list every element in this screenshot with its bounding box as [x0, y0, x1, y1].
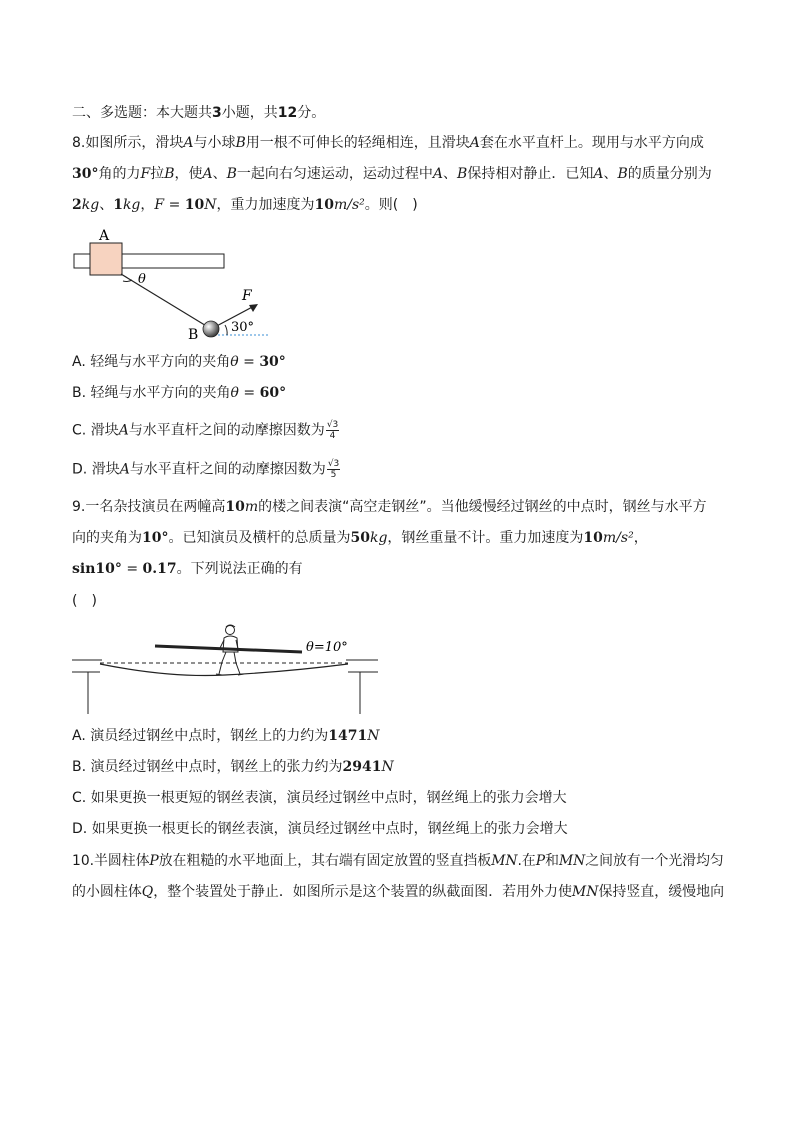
steel-wire	[100, 664, 348, 676]
balance-pole	[155, 646, 302, 652]
label-b: B	[188, 327, 199, 343]
q9-figure	[70, 618, 382, 718]
label-a: A	[99, 228, 110, 244]
label-theta-10: θ=10°	[306, 640, 348, 655]
q8-option-c[interactable]: C. 滑块A与水平直杆之间的动摩擦因数为 $\frac{√3}{4}$	[72, 420, 339, 441]
fraction: $\frac{√3}{5}$	[327, 459, 340, 480]
q10-line-2: 的小圆柱体Q，整个装置处于静止．如图所示是这个装置的纵截面图．若用外力使MN保持竖直，缓慢地向	[72, 884, 725, 900]
section-heading: 二、多选题：本大题共3小题，共12分。	[72, 105, 326, 121]
q9-option-a[interactable]: A. 演员经过钢丝中点时，钢丝上的力约为1471N	[72, 728, 380, 744]
q9-line-1: 9.一名杂技演员在两幢高10m的楼之间表演“高空走钢丝”。当他缓慢经过钢丝的中点时，钢丝与水平方	[72, 499, 707, 515]
fraction: $\frac{√3}{4}$	[326, 420, 339, 441]
label-f: F	[242, 288, 252, 304]
q9-option-c[interactable]: C. 如果更换一根更短的钢丝表演，演员经过钢丝中点时，钢丝绳上的张力会增大	[72, 790, 567, 806]
q9-option-d[interactable]: D. 如果更换一根更长的钢丝表演，演员经过钢丝中点时，钢丝绳上的张力会增大	[72, 821, 568, 837]
q8-option-d[interactable]: D. 滑块A与水平直杆之间的动摩擦因数为 $\frac{√3}{5}$	[72, 459, 340, 480]
q8-line-1: 8.如图所示，滑块A与小球B用一根不可伸长的轻绳相连，且滑块A套在水平直杆上。现用与水平方向成	[72, 135, 704, 151]
q9-line-3: sin10° = 0.17。下列说法正确的有	[72, 561, 303, 577]
q9-line-4: ( )	[72, 593, 97, 609]
q9-line-2: 向的夹角为10°。已知演员及横杆的总质量为50kg，钢丝重量不计。重力加速度为10m/s²，	[72, 530, 648, 546]
slider-a	[90, 243, 122, 275]
q8-line-3: 2kg、1kg，F = 10N，重力加速度为10m/s²。则( )	[72, 197, 418, 213]
rope	[121, 274, 208, 327]
q8-figure	[70, 225, 280, 345]
label-30: 30°	[231, 320, 255, 335]
label-theta: θ	[138, 272, 146, 287]
ball-b	[203, 321, 219, 337]
q8-option-a[interactable]: A. 轻绳与水平方向的夹角θ = 30°	[72, 354, 286, 370]
q8-line-2: 30°角的力F拉B，使A、B一起向右匀速运动，运动过程中A、B保持相对静止．已知A、B的质量分别为	[72, 166, 712, 182]
q9-option-b[interactable]: B. 演员经过钢丝中点时，钢丝上的张力约为2941N	[72, 759, 394, 775]
angle-30-arc	[225, 325, 227, 335]
q10-line-1: 10.半圆柱体P放在粗糙的水平地面上，其右端有固定放置的竖直挡板MN.在P和MN之间放有一个光滑均匀	[72, 853, 724, 869]
q8-option-b[interactable]: B. 轻绳与水平方向的夹角θ = 60°	[72, 385, 287, 401]
